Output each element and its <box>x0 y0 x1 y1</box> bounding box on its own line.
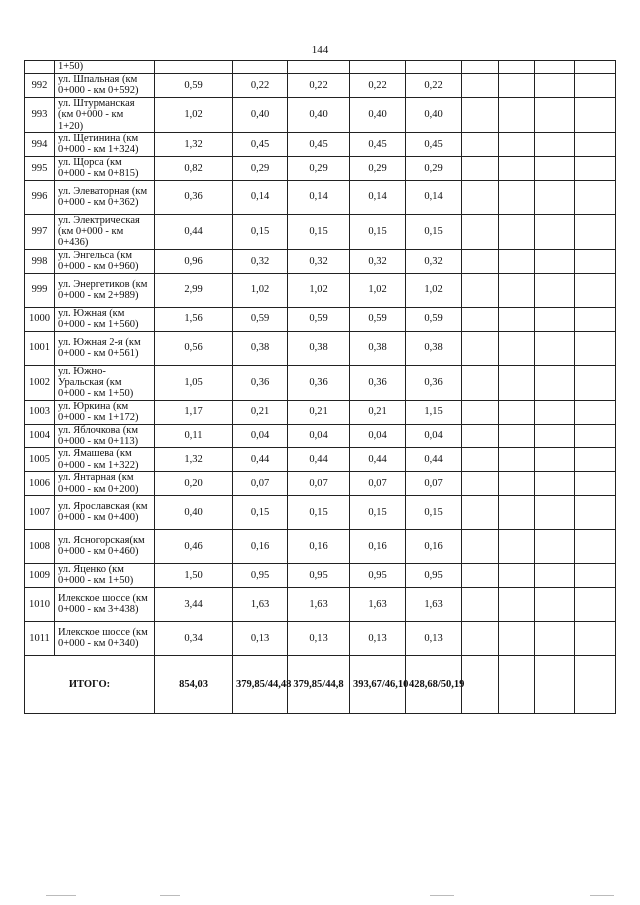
empty-cell <box>462 214 499 249</box>
empty-cell <box>499 563 535 587</box>
length-total: 0,11 <box>155 424 233 448</box>
empty-cell <box>535 655 575 713</box>
value-year-2: 0,32 <box>288 249 350 273</box>
table-row <box>25 365 616 400</box>
row-number: 1004 <box>25 424 55 448</box>
road-name: ул. Янтарная (км 0+000 - км 0+200) <box>55 472 155 496</box>
empty-cell <box>535 495 575 529</box>
length-total: 1,56 <box>155 307 233 331</box>
row-number: 1007 <box>25 495 55 529</box>
value-year-4: 0,45 <box>406 133 462 157</box>
value-year-1: 0,44 <box>233 448 288 472</box>
row-number: 998 <box>25 249 55 273</box>
length-total: 0,56 <box>155 331 233 365</box>
value-year-1: 1,63 <box>233 587 288 621</box>
empty-cell <box>499 307 535 331</box>
value-year-4: 0,07 <box>406 472 462 496</box>
empty-cell <box>575 448 616 472</box>
empty-cell <box>462 448 499 472</box>
length-total: 1,32 <box>155 448 233 472</box>
length-total: 3,44 <box>155 587 233 621</box>
row-number: 1008 <box>25 529 55 563</box>
value-year-1: 0,21 <box>233 400 288 424</box>
row-number: 999 <box>25 273 55 307</box>
totals-v2: 379,85/44,8 <box>288 655 350 713</box>
value-year-1: 0,59 <box>233 307 288 331</box>
road-name: ул. Шпальная (км 0+000 - км 0+592) <box>55 74 155 98</box>
value-year-2: 1,63 <box>288 587 350 621</box>
value-year-2: 0,44 <box>288 448 350 472</box>
value-year-3: 0,07 <box>350 472 406 496</box>
value-year-2: 0,40 <box>288 97 350 132</box>
road-name: ул. Ясногорская(км 0+000 - км 0+460) <box>55 529 155 563</box>
empty-cell <box>535 273 575 307</box>
length-total: 0,20 <box>155 472 233 496</box>
value-year-2: 0,14 <box>288 180 350 214</box>
value-year-1: 0,15 <box>233 495 288 529</box>
table-row <box>25 563 616 587</box>
length-total: 0,82 <box>155 156 233 180</box>
page-number: 144 <box>311 44 329 56</box>
value-year-3: 0,38 <box>350 331 406 365</box>
empty-cell <box>499 249 535 273</box>
table-row <box>25 97 616 132</box>
empty-cell <box>535 563 575 587</box>
empty-cell <box>575 331 616 365</box>
row-number: 995 <box>25 156 55 180</box>
value-year-4: 0,44 <box>406 448 462 472</box>
value-year-2: 0,36 <box>288 365 350 400</box>
value-year-2: 1,02 <box>288 273 350 307</box>
empty-cell <box>462 133 499 157</box>
value-year-2: 0,22 <box>288 74 350 98</box>
empty-cell <box>535 249 575 273</box>
empty-cell <box>575 97 616 132</box>
road-name: ул. Щорса (км 0+000 - км 0+815) <box>55 156 155 180</box>
value-year-1: 0,16 <box>233 529 288 563</box>
length-total: 0,96 <box>155 249 233 273</box>
value-year-3: 0,16 <box>350 529 406 563</box>
row-number: 1003 <box>25 400 55 424</box>
value-year-1: 0,45 <box>233 133 288 157</box>
empty-cell <box>499 424 535 448</box>
empty-cell <box>462 529 499 563</box>
value-year-4: 0,15 <box>406 214 462 249</box>
totals-total: 854,03 <box>155 655 233 713</box>
empty-cell <box>575 529 616 563</box>
length-total: 1,05 <box>155 365 233 400</box>
empty-cell <box>575 307 616 331</box>
value-year-3: 0,32 <box>350 249 406 273</box>
empty-cell <box>462 180 499 214</box>
value-year-2: 0,15 <box>288 214 350 249</box>
value-year-4: 0,14 <box>406 180 462 214</box>
value-year-1: 1,02 <box>233 273 288 307</box>
value-year-3: 1,02 <box>350 273 406 307</box>
value-year-2: 0,38 <box>288 331 350 365</box>
value-year-3: 0,21 <box>350 400 406 424</box>
row-number: 992 <box>25 74 55 98</box>
road-name: ул. Энергетиков (км 0+000 - км 2+989) <box>55 273 155 307</box>
empty-cell <box>499 97 535 132</box>
empty-cell <box>535 97 575 132</box>
table-row <box>25 133 616 157</box>
empty-cell <box>462 621 499 655</box>
empty-cell <box>575 133 616 157</box>
value-year-1: 0,22 <box>233 74 288 98</box>
row-number: 1000 <box>25 307 55 331</box>
value-year-1: 0,32 <box>233 249 288 273</box>
value-year-4: 0,59 <box>406 307 462 331</box>
value-year-3: 0,15 <box>350 495 406 529</box>
value-year-3: 0,40 <box>350 97 406 132</box>
row-number: 1002 <box>25 365 55 400</box>
value-year-1: 0,07 <box>233 472 288 496</box>
row-number: 1010 <box>25 587 55 621</box>
length-total: 0,59 <box>155 74 233 98</box>
road-name: Илекское шоссе (км 0+000 - км 0+340) <box>55 621 155 655</box>
row-number: 1006 <box>25 472 55 496</box>
road-name: ул. Щетинина (км 0+000 - км 1+324) <box>55 133 155 157</box>
empty-cell <box>499 156 535 180</box>
road-name: ул. Яценко (км 0+000 - км 1+50) <box>55 563 155 587</box>
value-year-2: 0,29 <box>288 156 350 180</box>
road-name: ул. Электрическая (км 0+000 - км 0+436) <box>55 214 155 249</box>
value-year-1: 0,04 <box>233 424 288 448</box>
value-year-1: 0,14 <box>233 180 288 214</box>
value-year-3: 0,59 <box>350 307 406 331</box>
row-number: 994 <box>25 133 55 157</box>
empty-cell <box>462 74 499 98</box>
empty-cell <box>462 249 499 273</box>
table-row <box>25 448 616 472</box>
empty-cell <box>575 214 616 249</box>
empty-cell <box>535 424 575 448</box>
length-total: 0,36 <box>155 180 233 214</box>
value-year-2: 0,95 <box>288 563 350 587</box>
empty-cell <box>499 180 535 214</box>
table-row <box>25 424 616 448</box>
totals-label: ИТОГО: <box>25 655 155 713</box>
empty-cell <box>462 307 499 331</box>
value-year-1: 0,95 <box>233 563 288 587</box>
roads-table <box>24 60 616 714</box>
table-row <box>25 249 616 273</box>
row-number: 996 <box>25 180 55 214</box>
value-year-4: 0,38 <box>406 331 462 365</box>
value-year-3: 0,29 <box>350 156 406 180</box>
empty-cell <box>462 400 499 424</box>
table-row <box>25 273 616 307</box>
empty-cell <box>535 472 575 496</box>
empty-cell <box>499 495 535 529</box>
table-row <box>25 74 616 98</box>
value-year-1: 0,36 <box>233 365 288 400</box>
empty-cell <box>535 365 575 400</box>
table-row <box>25 307 616 331</box>
value-year-4: 1,15 <box>406 400 462 424</box>
empty-cell <box>499 472 535 496</box>
road-name: ул. Элеваторная (км 0+000 - км 0+362) <box>55 180 155 214</box>
empty-cell <box>499 655 535 713</box>
value-year-3: 1,63 <box>350 587 406 621</box>
value-year-3: 0,22 <box>350 74 406 98</box>
empty-cell <box>462 495 499 529</box>
row-number: 1005 <box>25 448 55 472</box>
road-name: ул. Южная 2-я (км 0+000 - км 0+561) <box>55 331 155 365</box>
empty-cell <box>462 424 499 448</box>
table-body <box>25 61 616 714</box>
totals-v1: 379,85/44,48 <box>233 655 288 713</box>
empty-cell <box>499 621 535 655</box>
table-row <box>25 529 616 563</box>
empty-cell <box>499 529 535 563</box>
value-year-2: 0,45 <box>288 133 350 157</box>
value-year-3: 0,13 <box>350 621 406 655</box>
empty-cell <box>575 365 616 400</box>
value-year-3: 0,36 <box>350 365 406 400</box>
table-row <box>25 156 616 180</box>
row-number: 1011 <box>25 621 55 655</box>
length-total: 0,44 <box>155 214 233 249</box>
empty-cell <box>462 331 499 365</box>
scan-edge-marks <box>0 895 640 899</box>
empty-cell <box>499 133 535 157</box>
table-row <box>25 331 616 365</box>
empty-cell <box>499 331 535 365</box>
empty-cell <box>535 156 575 180</box>
length-total: 0,40 <box>155 495 233 529</box>
road-name: ул. Яблочкова (км 0+000 - км 0+113) <box>55 424 155 448</box>
value-year-2: 0,21 <box>288 400 350 424</box>
empty-cell <box>499 214 535 249</box>
empty-cell <box>535 307 575 331</box>
value-year-2: 0,15 <box>288 495 350 529</box>
table-row <box>25 214 616 249</box>
empty-cell <box>575 563 616 587</box>
empty-cell <box>575 273 616 307</box>
length-total: 0,46 <box>155 529 233 563</box>
table-row <box>25 495 616 529</box>
empty-cell <box>462 156 499 180</box>
totals-row <box>25 655 616 713</box>
empty-cell <box>575 400 616 424</box>
value-year-1: 0,29 <box>233 156 288 180</box>
road-name: Илекское шоссе (км 0+000 - км 3+438) <box>55 587 155 621</box>
empty-cell <box>535 529 575 563</box>
value-year-4: 0,22 <box>406 74 462 98</box>
length-total: 1,32 <box>155 133 233 157</box>
empty-cell <box>499 365 535 400</box>
value-year-4: 0,04 <box>406 424 462 448</box>
value-year-4: 0,15 <box>406 495 462 529</box>
empty-cell <box>575 180 616 214</box>
empty-cell <box>575 472 616 496</box>
length-total: 0,34 <box>155 621 233 655</box>
table-row-continuation <box>25 61 616 74</box>
empty-cell <box>535 448 575 472</box>
empty-cell <box>462 472 499 496</box>
empty-cell <box>535 74 575 98</box>
length-total: 1,50 <box>155 563 233 587</box>
empty-cell <box>575 587 616 621</box>
empty-cell <box>499 273 535 307</box>
empty-cell <box>535 214 575 249</box>
empty-cell <box>499 448 535 472</box>
empty-cell <box>462 365 499 400</box>
value-year-2: 0,07 <box>288 472 350 496</box>
value-year-2: 0,04 <box>288 424 350 448</box>
empty-cell <box>462 655 499 713</box>
row-number: 1009 <box>25 563 55 587</box>
empty-cell <box>575 424 616 448</box>
empty-cell <box>499 400 535 424</box>
empty-cell <box>575 495 616 529</box>
road-name: ул. Ямашева (км 0+000 - км 1+322) <box>55 448 155 472</box>
value-year-4: 0,95 <box>406 563 462 587</box>
value-year-3: 0,44 <box>350 448 406 472</box>
value-year-3: 0,14 <box>350 180 406 214</box>
empty-cell <box>535 180 575 214</box>
totals-v3: 393,67/46,10 <box>350 655 406 713</box>
value-year-2: 0,16 <box>288 529 350 563</box>
value-year-4: 0,29 <box>406 156 462 180</box>
road-name: ул. Энгельса (км 0+000 - км 0+960) <box>55 249 155 273</box>
value-year-4: 0,32 <box>406 249 462 273</box>
value-year-3: 0,95 <box>350 563 406 587</box>
value-year-1: 0,15 <box>233 214 288 249</box>
empty-cell <box>499 587 535 621</box>
empty-cell <box>575 621 616 655</box>
value-year-4: 0,13 <box>406 621 462 655</box>
road-name: ул. Южно-Уральская (км 0+000 - км 1+50) <box>55 365 155 400</box>
value-year-3: 0,15 <box>350 214 406 249</box>
empty-cell <box>575 249 616 273</box>
value-year-2: 0,13 <box>288 621 350 655</box>
road-name: ул. Ярославская (км 0+000 - км 0+400) <box>55 495 155 529</box>
length-total: 1,02 <box>155 97 233 132</box>
empty-cell <box>535 400 575 424</box>
table-row <box>25 621 616 655</box>
road-name: 1+50) <box>55 61 155 74</box>
empty-cell <box>462 587 499 621</box>
row-number: 997 <box>25 214 55 249</box>
table-row <box>25 587 616 621</box>
length-total: 1,17 <box>155 400 233 424</box>
row-number: 1001 <box>25 331 55 365</box>
value-year-1: 0,38 <box>233 331 288 365</box>
value-year-4: 0,16 <box>406 529 462 563</box>
value-year-1: 0,40 <box>233 97 288 132</box>
empty-cell <box>535 587 575 621</box>
empty-cell <box>535 133 575 157</box>
road-name: ул. Штурманская (км 0+000 - км 1+20) <box>55 97 155 132</box>
value-year-4: 0,36 <box>406 365 462 400</box>
table-row <box>25 472 616 496</box>
empty-cell <box>535 621 575 655</box>
empty-cell <box>575 655 616 713</box>
empty-cell <box>462 563 499 587</box>
empty-cell <box>575 156 616 180</box>
value-year-1: 0,13 <box>233 621 288 655</box>
value-year-4: 0,40 <box>406 97 462 132</box>
value-year-4: 1,02 <box>406 273 462 307</box>
value-year-4: 1,63 <box>406 587 462 621</box>
empty-cell <box>535 331 575 365</box>
empty-cell <box>499 74 535 98</box>
value-year-2: 0,59 <box>288 307 350 331</box>
row-number: 993 <box>25 97 55 132</box>
road-name: ул. Юркина (км 0+000 - км 1+172) <box>55 400 155 424</box>
totals-v4: 428,68/50,19 <box>406 655 462 713</box>
table-row <box>25 400 616 424</box>
road-name: ул. Южная (км 0+000 - км 1+560) <box>55 307 155 331</box>
value-year-3: 0,04 <box>350 424 406 448</box>
length-total: 2,99 <box>155 273 233 307</box>
value-year-3: 0,45 <box>350 133 406 157</box>
empty-cell <box>462 97 499 132</box>
empty-cell <box>462 273 499 307</box>
table-row <box>25 180 616 214</box>
empty-cell <box>575 74 616 98</box>
